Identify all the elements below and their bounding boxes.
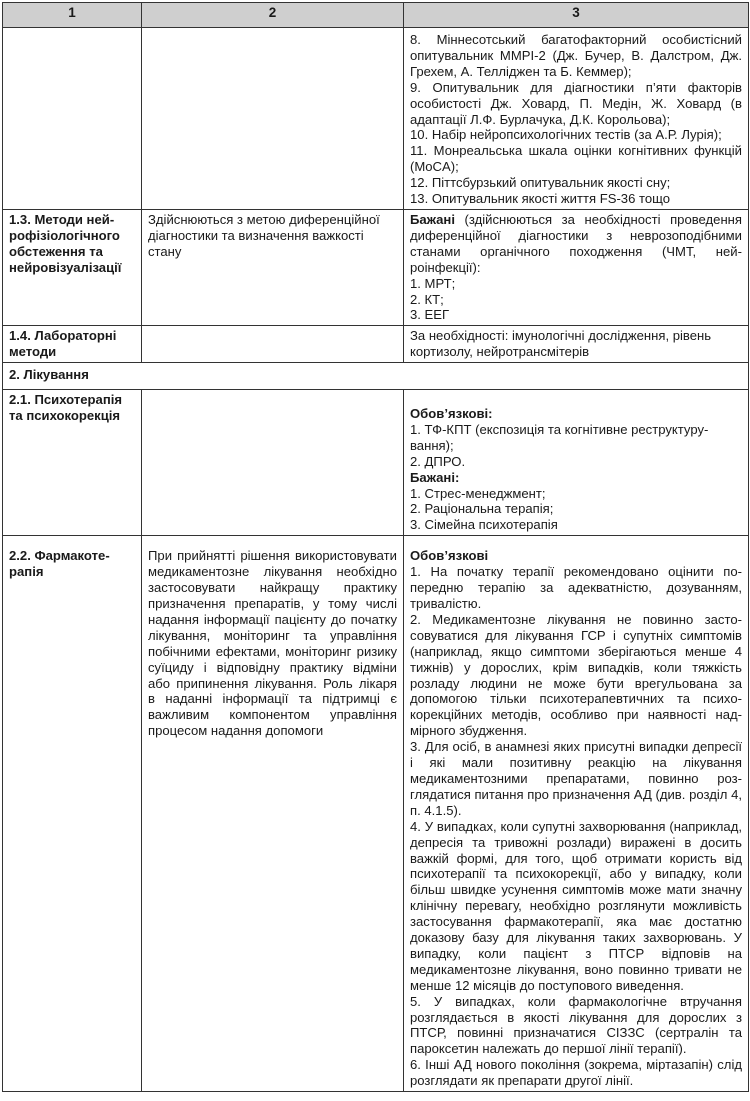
desired-text: (здійснюються за необхідності проведення диференційної діагностики з неврозоподібними станами органічного походження (ЧМТ, нейроінфекції): [410, 211, 742, 275]
list-item: 9. Опитувальник для діагностики п’яти факторів особистості Дж. Ховард, П. Медін, Ж. Ховард (в адаптації Л.Ф. Бурлачука, Д.К. Корольова); [410, 79, 742, 127]
row-methods: За необхідності: імунологічні дослідження, рівень кортизолу, нейротрансмітерів [404, 326, 749, 363]
list-item: 2. Раціональна терапія; [410, 501, 554, 517]
desired-label: Бажані [410, 211, 455, 227]
table-row-tests [3, 28, 749, 210]
list-item: 2. ДПРО. [410, 453, 466, 469]
list-item: 6. Інші АД нового покоління (зокрема, міртазапін) слід розглядати як препарати другої лінії. [410, 1057, 742, 1089]
column-header-3: 3 [404, 3, 749, 28]
list-item: 2. Медикаментозне лікування не повинно застосовуватися для лікування ГСР і супутніх симптомів (наприклад, якщо симптоми зберігаються менше 4 тижнів) у дорослих, крім випадків, коли тяжкість розладу людини не може бути врегульована за допомогою тільки психотерапевтичних та психокорекційних методів, особливо при наявності надмірного збудження. [410, 611, 742, 739]
row-heading: 2.2. Фармакотерапія [3, 536, 142, 1092]
list-item: 13. Опитувальник якості життя FS-36 тощо [410, 191, 671, 207]
list-item: 1. МРТ; [410, 275, 456, 291]
table-header-row [3, 3, 749, 28]
list-item: 4. У випадках, коли супутні захворювання (наприклад, депресія та тривожні розлади) виражені в досить важкій формі, для того, щоб отримати користь від психотерапії та психокорекції, або у випадку, коли більш швидке усунення симптомів може мати значну клінічну перевагу, необхідно розглянути можливість застосування фармакотерапії, яка має достатню доказову базу для лікування таких захворювань. У випадку, коли пацієнт з ПТСР відповів на медикаментозне лікування, воно повинно тривати не менше 12 місяців до поступового виведення. [410, 818, 742, 993]
list-item: 3. Для осіб, в анамнезі яких присутні випадки депресії і які мали позитивну реакцію на лікування медикаментозними препаратами, повинно розглядатися питання про призначення АД (див. розділ 4, п. 4.1.5). [410, 739, 742, 818]
list-item: 3. ЕЕГ [410, 307, 450, 323]
table-row-neuro [3, 209, 749, 325]
mandatory-label: Обов’язкові: [410, 406, 493, 422]
list-item: 11. Монреальська шкала оцінки когнітивних функцій (MoCA); [410, 143, 742, 175]
list-item: 10. Набір нейропсихологічних тестів (за А.Р. Лурія); [410, 127, 722, 143]
list-item: 1. ТФ-КПТ (експозиція та когнітивне реструктурування); [410, 421, 709, 453]
table-row-pharmacotherapy [3, 536, 749, 1092]
tests-list [404, 28, 749, 210]
list-item: 2. КТ; [410, 291, 444, 307]
row-methods [404, 536, 749, 1092]
row-heading: 1.4. Лабораторні методи [3, 326, 142, 363]
column-header-2: 2 [142, 3, 404, 28]
cell-empty [142, 390, 404, 536]
section-row-treatment [3, 363, 749, 390]
row-purpose: Здійснюються з метою диференційної діагностики та визначення важкості стану [142, 209, 404, 325]
cell-empty [3, 28, 142, 210]
section-heading: 2. Лікування [3, 363, 749, 390]
table-row-psychotherapy [3, 390, 749, 536]
list-item: 5. У випадках, коли фармакологічне втручання розглядається в якості лікування для дорослих з ПТСР, повинні призначатися СІЗЗС (сертралін та пароксетин належать до першої лінії терапії). [410, 993, 742, 1057]
list-item: 8. Міннесотський багатофакторний особистісний опитувальник MMPI-2 (Дж. Бучер, В. Далстром, Дж. Грехем, А. Телліджен та Б. Кеммер); [410, 32, 742, 79]
row-heading: 2.1. Психотерапія та психокорекція [3, 390, 142, 536]
mandatory-label: Обов’язкові [410, 548, 489, 564]
list-item: 3. Сімейна психотерапія [410, 517, 558, 533]
cell-empty [142, 28, 404, 210]
list-item: 1. Стрес-менеджмент; [410, 485, 546, 501]
table-row-lab [3, 326, 749, 363]
desired-label: Бажані: [410, 469, 460, 485]
row-methods [404, 390, 749, 536]
column-header-1: 1 [3, 3, 142, 28]
cell-empty [142, 326, 404, 363]
row-heading: 1.3. Методи нейрофізіологічного обстеження та нейровізуалізації [3, 209, 142, 325]
recommendations-table [2, 2, 749, 1092]
list-item: 12. Піттсбурзький опитувальник якості сну; [410, 175, 671, 191]
row-methods [404, 209, 749, 325]
row-purpose: При прийнятті рішення використовувати медикаментозне лікування необхідно застосовувати найкращу практику призначення препаратів, у тому числі надання інформації пацієнту до початку лікування, моніторинг та управління побічними ефектами, моніторинг ризику суїциду і відповідну практику відміни або припинення лікування. Роль лікаря в наданні інформації та підтримці є важливим компонентом управління процесом надання допомоги [142, 536, 404, 1092]
list-item: 1. На початку терапії рекомендовано оцінити попередню терапію за адекватністю, дозуванням, тривалістю. [410, 564, 742, 611]
